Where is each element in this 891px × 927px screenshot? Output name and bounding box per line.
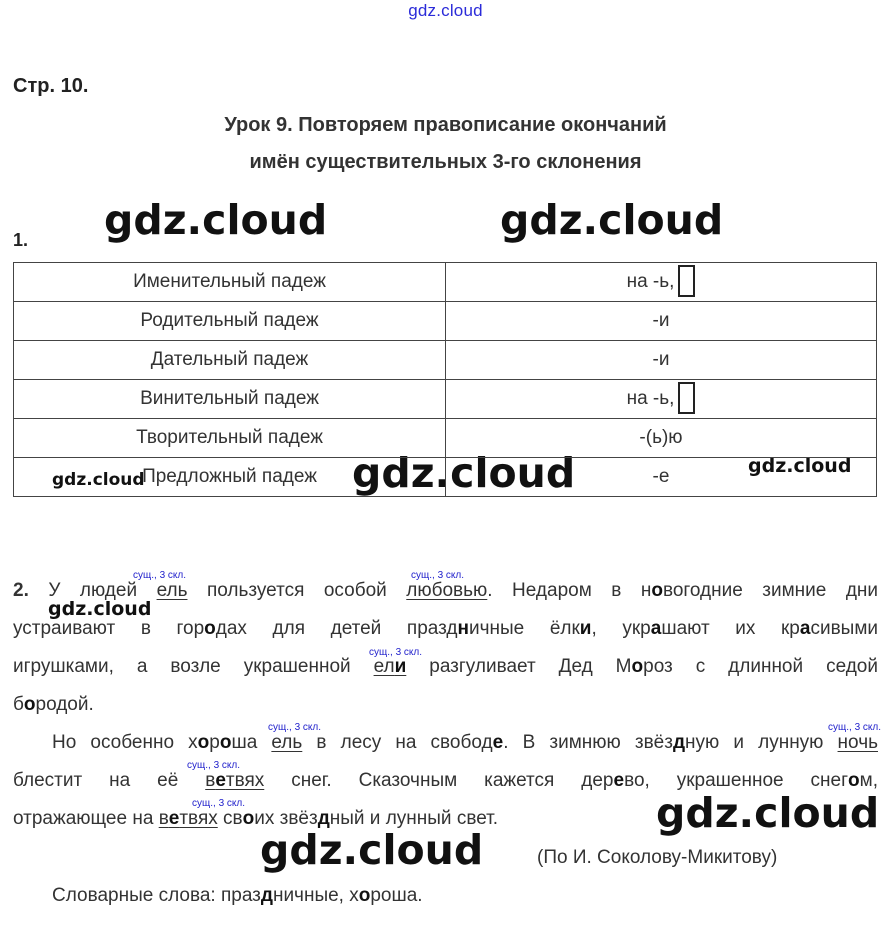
- dictionary-words: Словарные слова: праздничные, хороша.: [52, 885, 423, 906]
- lesson-title: Урок 9. Повторяем правописание окончаний: [224, 114, 667, 136]
- watermark: gdz.cloud: [48, 598, 152, 620]
- case-name: Винительный падеж: [14, 380, 446, 419]
- grammar-annotation: сущ., 3 скл.: [411, 570, 465, 581]
- task-number: 1.: [13, 230, 29, 250]
- watermark: gdz.cloud: [500, 196, 724, 244]
- text-line: устраивают в городах для детей праздничные ёлки, украшают их красивыми: [13, 618, 879, 639]
- text-line: 2. У людей ель пользуется особой любовью. Недаром в новогодние зимние дни: [13, 580, 879, 601]
- text-line: отражающее на ветвях своих звёздный и лунный свет.: [13, 808, 499, 829]
- grammar-annotation: сущ., 3 скл.: [133, 570, 187, 581]
- watermark: gdz.cloud: [52, 470, 145, 490]
- grammar-annotation: сущ., 3 скл.: [369, 647, 423, 658]
- zero-ending-icon: [678, 382, 695, 414]
- table-row: [14, 458, 877, 497]
- cases-table: [13, 262, 877, 497]
- text-line: бородой.: [13, 694, 94, 715]
- text-line: блестит на её ветвях снег. Сказочным кажется дерево, украшенное снегом,: [13, 770, 878, 791]
- table-row: [14, 419, 877, 458]
- watermark-top: gdz.cloud: [408, 1, 483, 20]
- table-row: [14, 341, 877, 380]
- case-ending: -е: [446, 458, 877, 497]
- watermark: gdz.cloud: [352, 449, 576, 497]
- source-attribution: (По И. Соколову-Микитову): [537, 847, 778, 868]
- watermark: gdz.cloud: [260, 826, 484, 874]
- case-name: Творительный падеж: [14, 419, 446, 458]
- table-row: [14, 302, 877, 341]
- case-ending: -(ь)ю: [446, 419, 877, 458]
- grammar-annotation: сущ., 3 скл.: [828, 722, 882, 733]
- case-ending: на -ь,: [446, 263, 877, 302]
- grammar-annotation: сущ., 3 скл.: [268, 722, 322, 733]
- page-label: Стр. 10.: [13, 75, 89, 97]
- case-name: Предложный падеж: [14, 458, 446, 497]
- text-line: Но особенно хороша ель в лесу на свободе. В зимнюю звёздную и лунную ночь: [52, 732, 878, 753]
- grammar-annotation: сущ., 3 скл.: [192, 798, 246, 809]
- lesson-subtitle: имён существительных 3-го склонения: [249, 151, 642, 173]
- text-line: игрушками, а возле украшенной ели разгуливает Дед Мороз с длинной седой: [13, 656, 878, 677]
- zero-ending-icon: [678, 265, 695, 297]
- case-ending: -и: [446, 302, 877, 341]
- case-name: Именительный падеж: [14, 263, 446, 302]
- watermark: gdz.cloud: [104, 196, 328, 244]
- case-ending: -и: [446, 341, 877, 380]
- case-ending: на -ь,: [446, 380, 877, 419]
- case-name: Родительный падеж: [14, 302, 446, 341]
- grammar-annotation: сущ., 3 скл.: [187, 760, 241, 771]
- task-number: 2.: [13, 580, 29, 601]
- table-row: [14, 263, 877, 302]
- watermark: gdz.cloud: [656, 789, 880, 837]
- case-name: Дательный падеж: [14, 341, 446, 380]
- table-row: [14, 380, 877, 419]
- watermark: gdz.cloud: [748, 455, 852, 477]
